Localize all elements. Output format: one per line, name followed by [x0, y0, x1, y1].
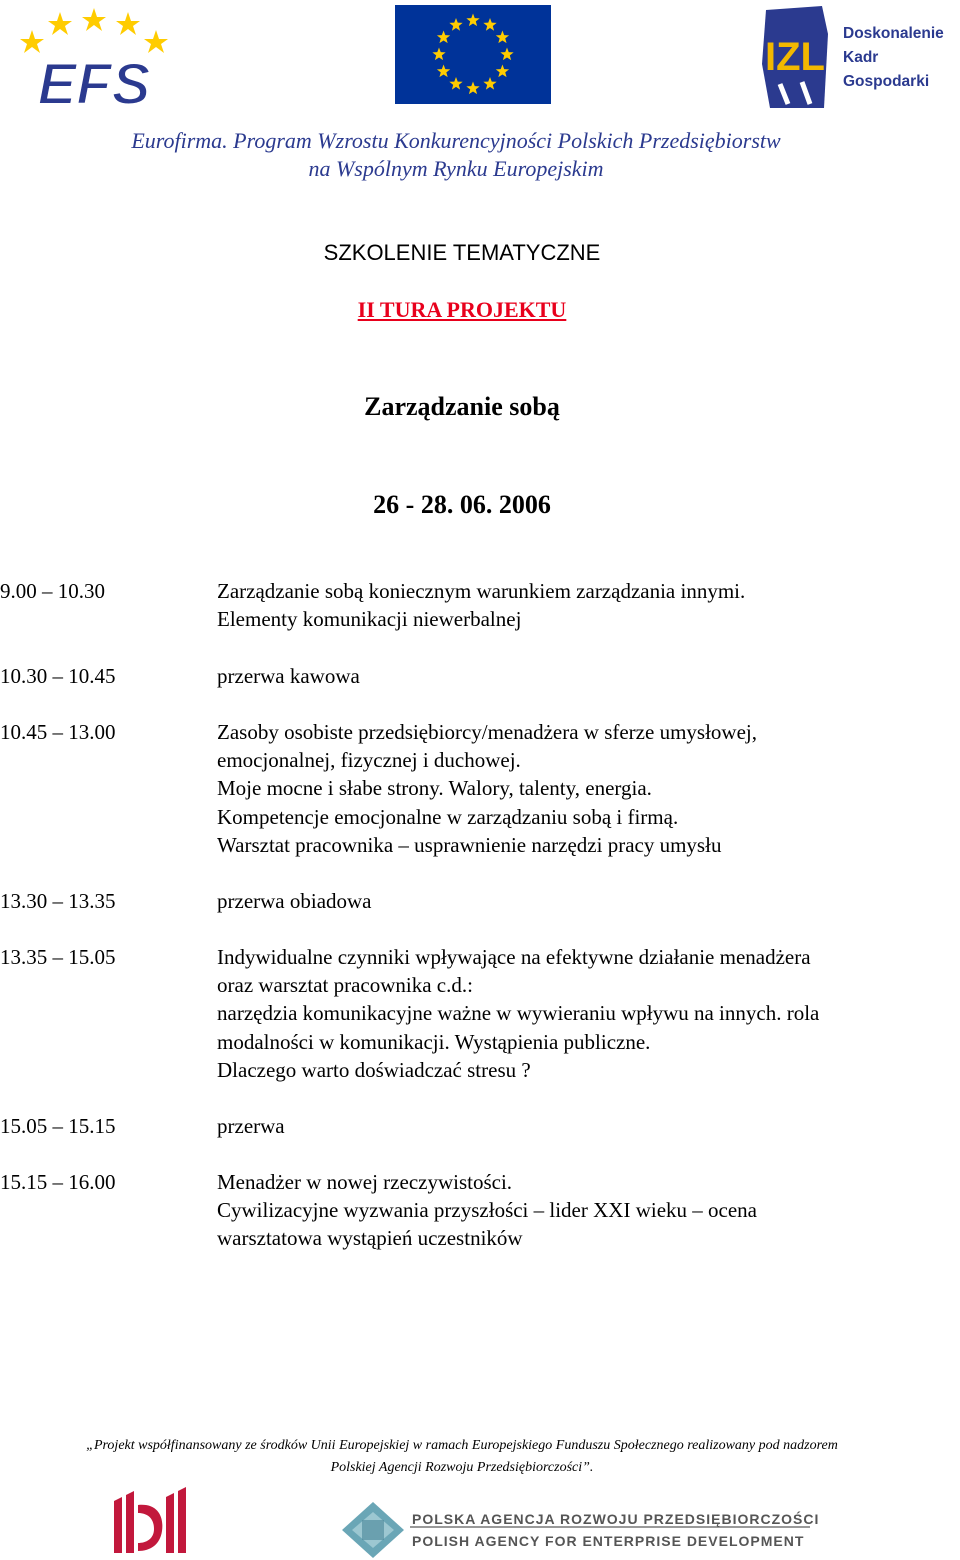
- desc-line: przerwa obiadowa: [217, 889, 372, 913]
- desc-line: przerwa kawowa: [217, 664, 360, 688]
- schedule-desc: [217, 887, 957, 915]
- event-date: 26 - 28. 06. 2006: [373, 490, 551, 519]
- efs-logo-text: EFS: [37, 52, 151, 110]
- desc-line: Elementy komunikacji niewerbalnej: [217, 607, 522, 632]
- eu-flag: [395, 5, 551, 104]
- desc-line: Zasoby osobiste przedsiębiorcy/menadżera w sferze umysłowej,: [217, 720, 757, 744]
- desc-line: Cywilizacyjne wyzwania przyszłości – lider XXI wieku – ocena: [217, 1198, 757, 1223]
- schedule-desc: [217, 943, 957, 1084]
- parp-emblem-icon: [340, 1500, 406, 1560]
- schedule-desc: [217, 577, 957, 633]
- desc-line: Warsztat pracownika – usprawnienie narzędzi pracy umysłu: [217, 832, 722, 857]
- schedule-time: 13.35 – 15.05: [0, 945, 116, 969]
- eu-star-icon: [483, 77, 496, 90]
- program-line-1: Eurofirma. Program Wzrostu Konkurencyjności Polskich Przedsiębiorstw: [131, 128, 781, 153]
- parp-line-pl: POLSKA AGENCJA ROZWOJU PRZEDSIĘBIORCZOŚCI: [412, 1511, 820, 1527]
- parp-line-en: POLISH AGENCY FOR ENTERPRISE DEVELOPMENT: [412, 1533, 805, 1549]
- eu-star-icon: [483, 18, 496, 31]
- footer-line-2: Polskiej Agencji Rozwoju Przedsiębiorczości”.: [330, 1459, 594, 1475]
- dkg-line-3: Gospodarki: [843, 73, 930, 90]
- eu-star-icon: [466, 14, 479, 27]
- footer-line-1: „Projekt współfinansowany ze środków Unii Europejskiej w ramach Europejskiego Funduszu Społecznego realizowany pod nadzorem: [86, 1438, 838, 1453]
- schedule-time: 10.45 – 13.00: [0, 720, 116, 744]
- schedule-time: 15.05 – 15.15: [0, 1114, 116, 1138]
- schedule-desc: [217, 1168, 957, 1253]
- desc-line: Zarządzanie sobą koniecznym warunkiem zarządzania innymi.: [217, 579, 746, 603]
- eu-star-icon: [437, 31, 450, 44]
- desc-line: oraz warsztat pracownika c.d.:: [217, 973, 473, 998]
- eu-star-icon: [496, 65, 509, 78]
- dkg-logo: [758, 4, 958, 110]
- schedule-time: 15.15 – 16.00: [0, 1170, 116, 1194]
- eu-star-icon: [466, 82, 479, 95]
- dkg-line-1: Doskonalenie: [843, 25, 944, 42]
- desc-line: Indywidualne czynniki wpływające na efektywne działanie menadżera: [217, 945, 811, 969]
- header-main: SZKOLENIE TEMATYCZNE: [323, 240, 601, 265]
- desc-line: przerwa: [217, 1114, 285, 1138]
- efs-logo: [14, 4, 174, 110]
- program-line-2: na Wspólnym Rynku Europejskim: [308, 156, 604, 181]
- desc-line: Moje mocne i słabe strony. Walory, talenty, energia.: [217, 776, 652, 801]
- eu-star-icon: [449, 18, 462, 31]
- eu-star-icon: [437, 65, 450, 78]
- eu-star-icon: [500, 48, 513, 61]
- desc-line: warsztatowa wystąpień uczestników: [217, 1226, 523, 1251]
- page-title: Zarządzanie sobą: [364, 392, 560, 421]
- schedule-desc: [217, 1112, 957, 1140]
- desc-line: emocjonalnej, fizycznej i duchowej.: [217, 748, 521, 773]
- footer-logo-emblem-icon: [112, 1487, 188, 1555]
- parp-logo: [340, 1500, 820, 1560]
- desc-line: Dlaczego warto doświadczać stresu ?: [217, 1057, 531, 1082]
- dkg-emblem-icon: [758, 4, 832, 110]
- desc-line: modalności w komunikacji. Wystąpienia publiczne.: [217, 1029, 651, 1054]
- footer-note: [0, 1435, 924, 1478]
- eu-star-icon: [432, 48, 445, 61]
- schedule-time: 13.30 – 13.35: [0, 889, 116, 913]
- eu-star-icon: [449, 77, 462, 90]
- header-sub: II TURA PROJEKTU: [357, 297, 567, 322]
- desc-line: narzędzia komunikacyjne ważne w wywieraniu wpływu na innych. rola: [217, 1001, 820, 1026]
- schedule-desc: [217, 718, 957, 859]
- schedule-time: 10.30 – 10.45: [0, 664, 116, 688]
- dkg-line-2: Kadr: [843, 49, 879, 66]
- desc-line: Menadżer w nowej rzeczywistości.: [217, 1170, 513, 1194]
- desc-line: Kompetencje emocjonalne w zarządzaniu sobą i firmą.: [217, 804, 679, 829]
- schedule-time: 9.00 – 10.30: [0, 579, 105, 603]
- eu-star-icon: [496, 31, 509, 44]
- svg-text:IZL: IZL: [765, 35, 825, 79]
- schedule-desc: [217, 662, 957, 690]
